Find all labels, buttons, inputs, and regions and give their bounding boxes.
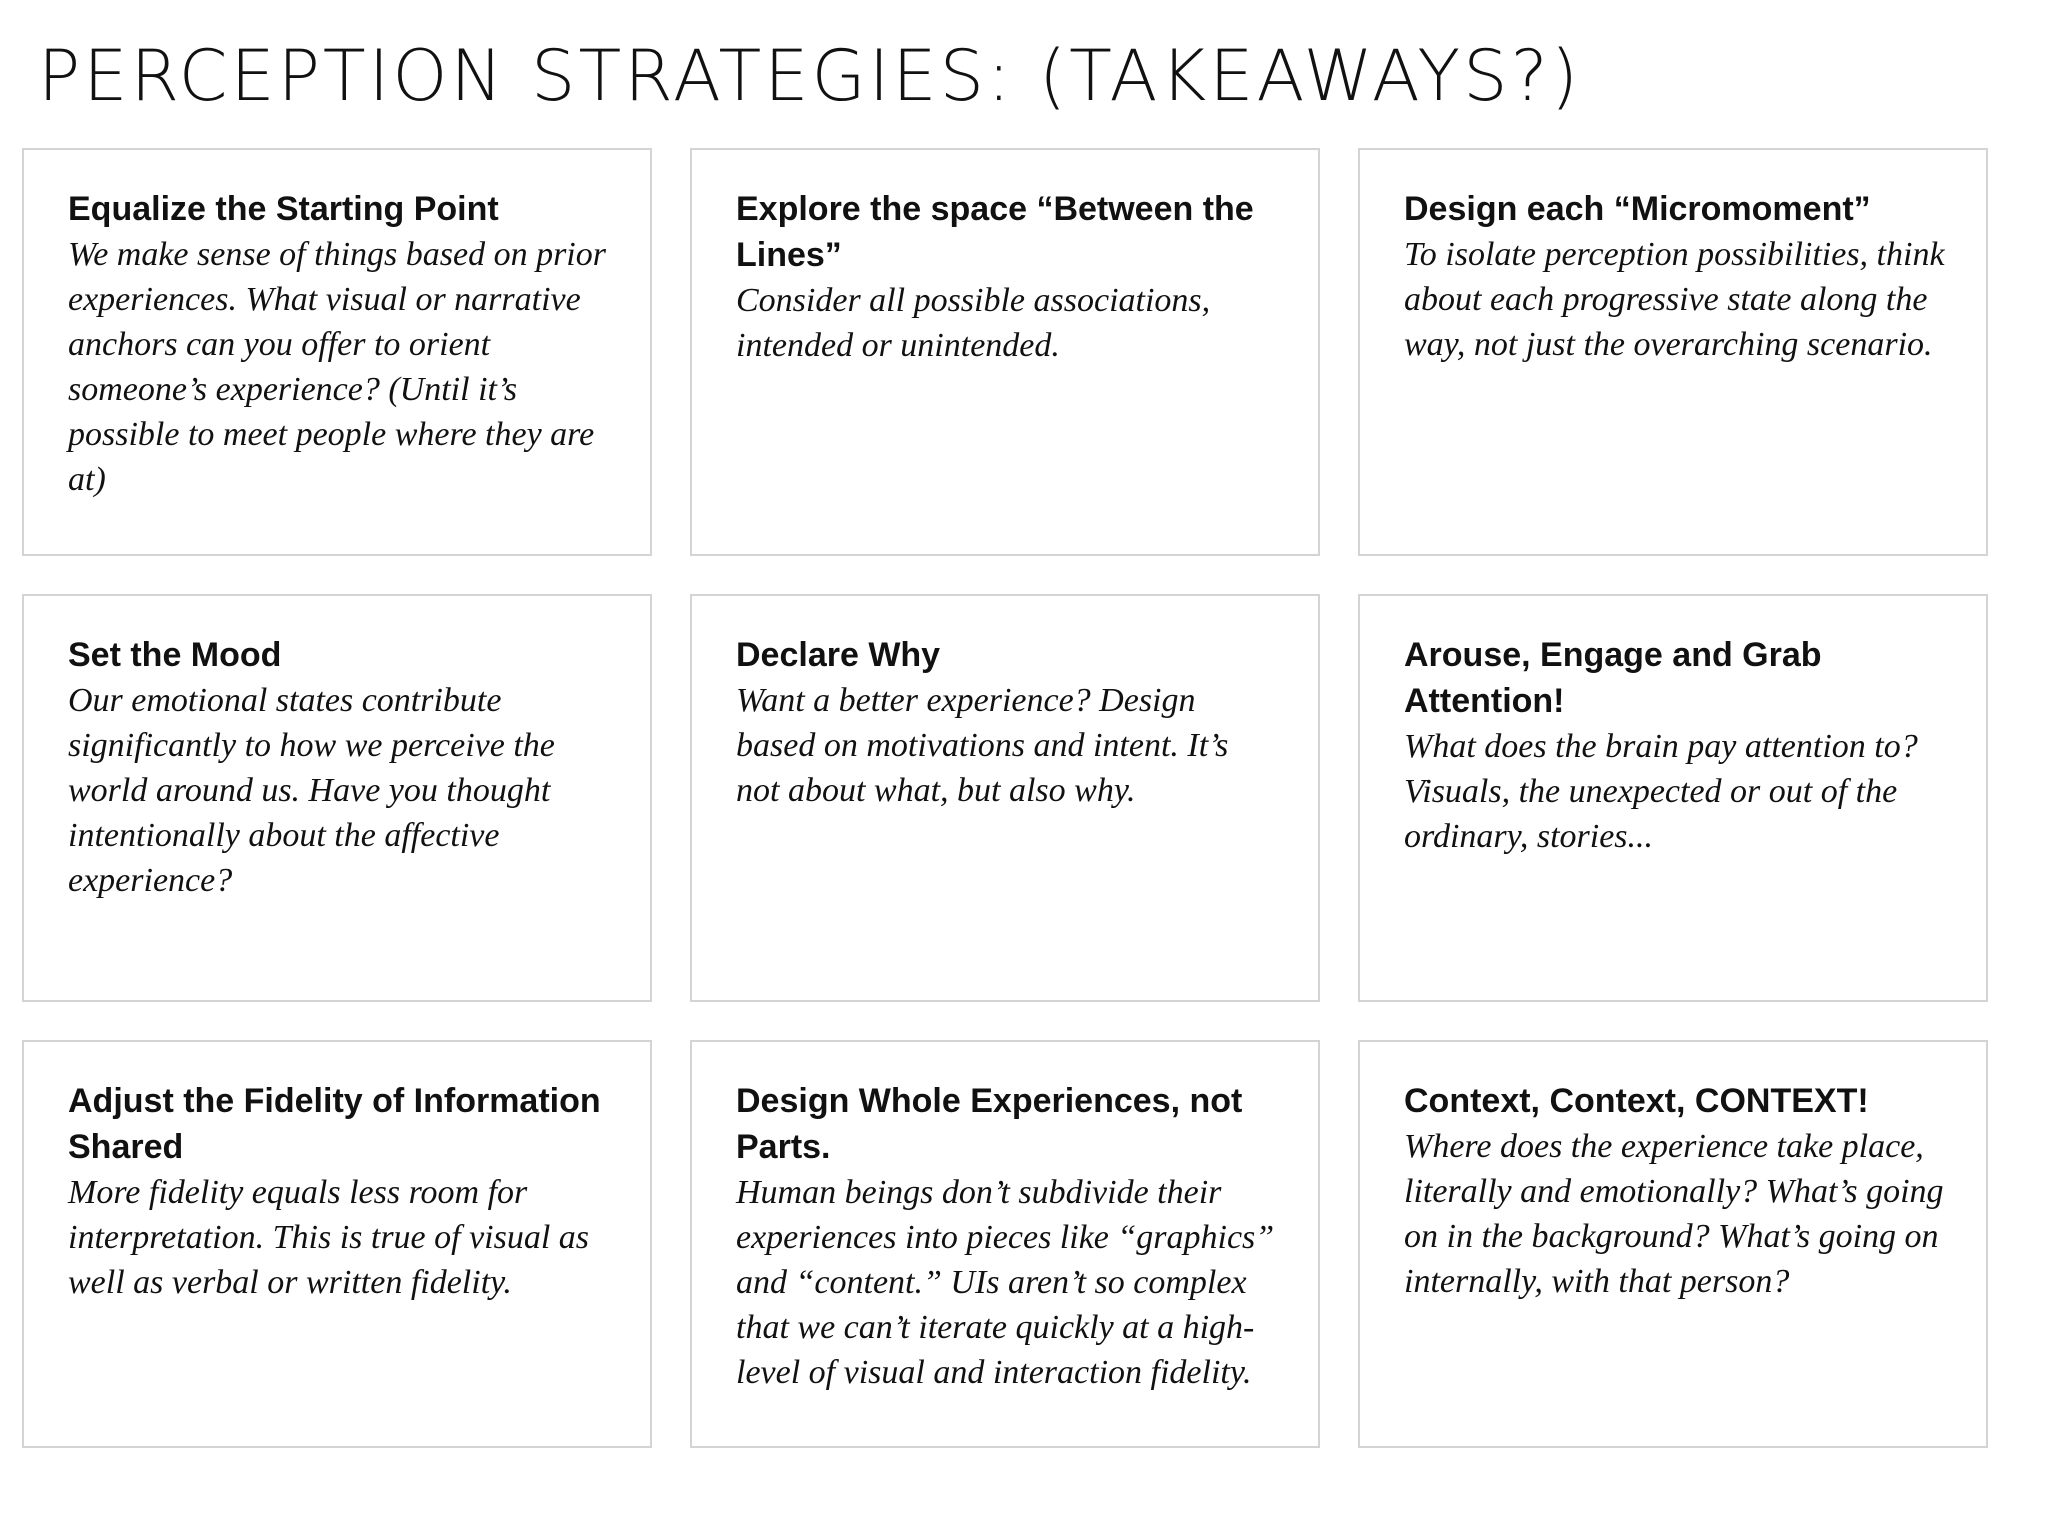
card-body: More fidelity equals less room for interpretation. This is true of visual as well as verbal or written fidelity. [68,1174,590,1301]
strategy-card [690,148,1320,556]
strategy-card [1358,594,1988,1002]
strategy-card [690,1040,1320,1448]
card-heading: Adjust the Fidelity of Information Shared [68,1082,601,1166]
strategy-card [1358,148,1988,556]
strategy-card [22,148,652,556]
strategy-card [690,594,1320,1002]
card-heading: Declare Why [736,636,941,674]
card-body: What does the brain pay attention to? Visuals, the unexpected or out of the ordinary, stories... [1404,728,1918,855]
card-heading: Arouse, Engage and Grab Attention! [1404,636,1822,720]
card-heading: Context, Context, CONTEXT! [1404,1082,1869,1120]
card-heading: Explore the space “Between the Lines” [736,190,1254,274]
card-heading: Design each “Micromoment” [1404,190,1871,228]
card-body: Want a better experience? Design based on motivations and intent. It’s not about what, but also why. [736,682,1229,809]
card-body: Consider all possible associations, intended or unintended. [736,282,1211,364]
strategy-card [1358,1040,1988,1448]
card-body: Our emotional states contribute significantly to how we perceive the world around us. Have you thought intentionally about the affective experience? [68,682,555,899]
strategy-card [22,1040,652,1448]
strategy-card [22,594,652,1002]
page-title: PERCEPTION STRATEGIES: (TAKEAWAYS?) [38,35,1582,117]
card-body: Human beings don’t subdivide their experiences into pieces like “graphics” and “content.” UIs aren’t so complex that we can’t iterate quickly at a high-level of visual and interaction fidelity. [736,1174,1275,1391]
card-body: We make sense of things based on prior experiences. What visual or narrative anchors can you offer to orient someone’s experience? (Until it’s possible to meet people where they are at) [68,236,606,498]
card-body: Where does the experience take place, literally and emotionally? What’s going on in the background? What’s going on internally, with that person? [1404,1128,1944,1300]
card-heading: Design Whole Experiences, not Parts. [736,1082,1243,1166]
card-heading: Set the Mood [68,636,282,674]
card-heading: Equalize the Starting Point [68,190,499,228]
card-body: To isolate perception possibilities, think about each progressive state along the way, not just the overarching scenario. [1404,236,1945,363]
